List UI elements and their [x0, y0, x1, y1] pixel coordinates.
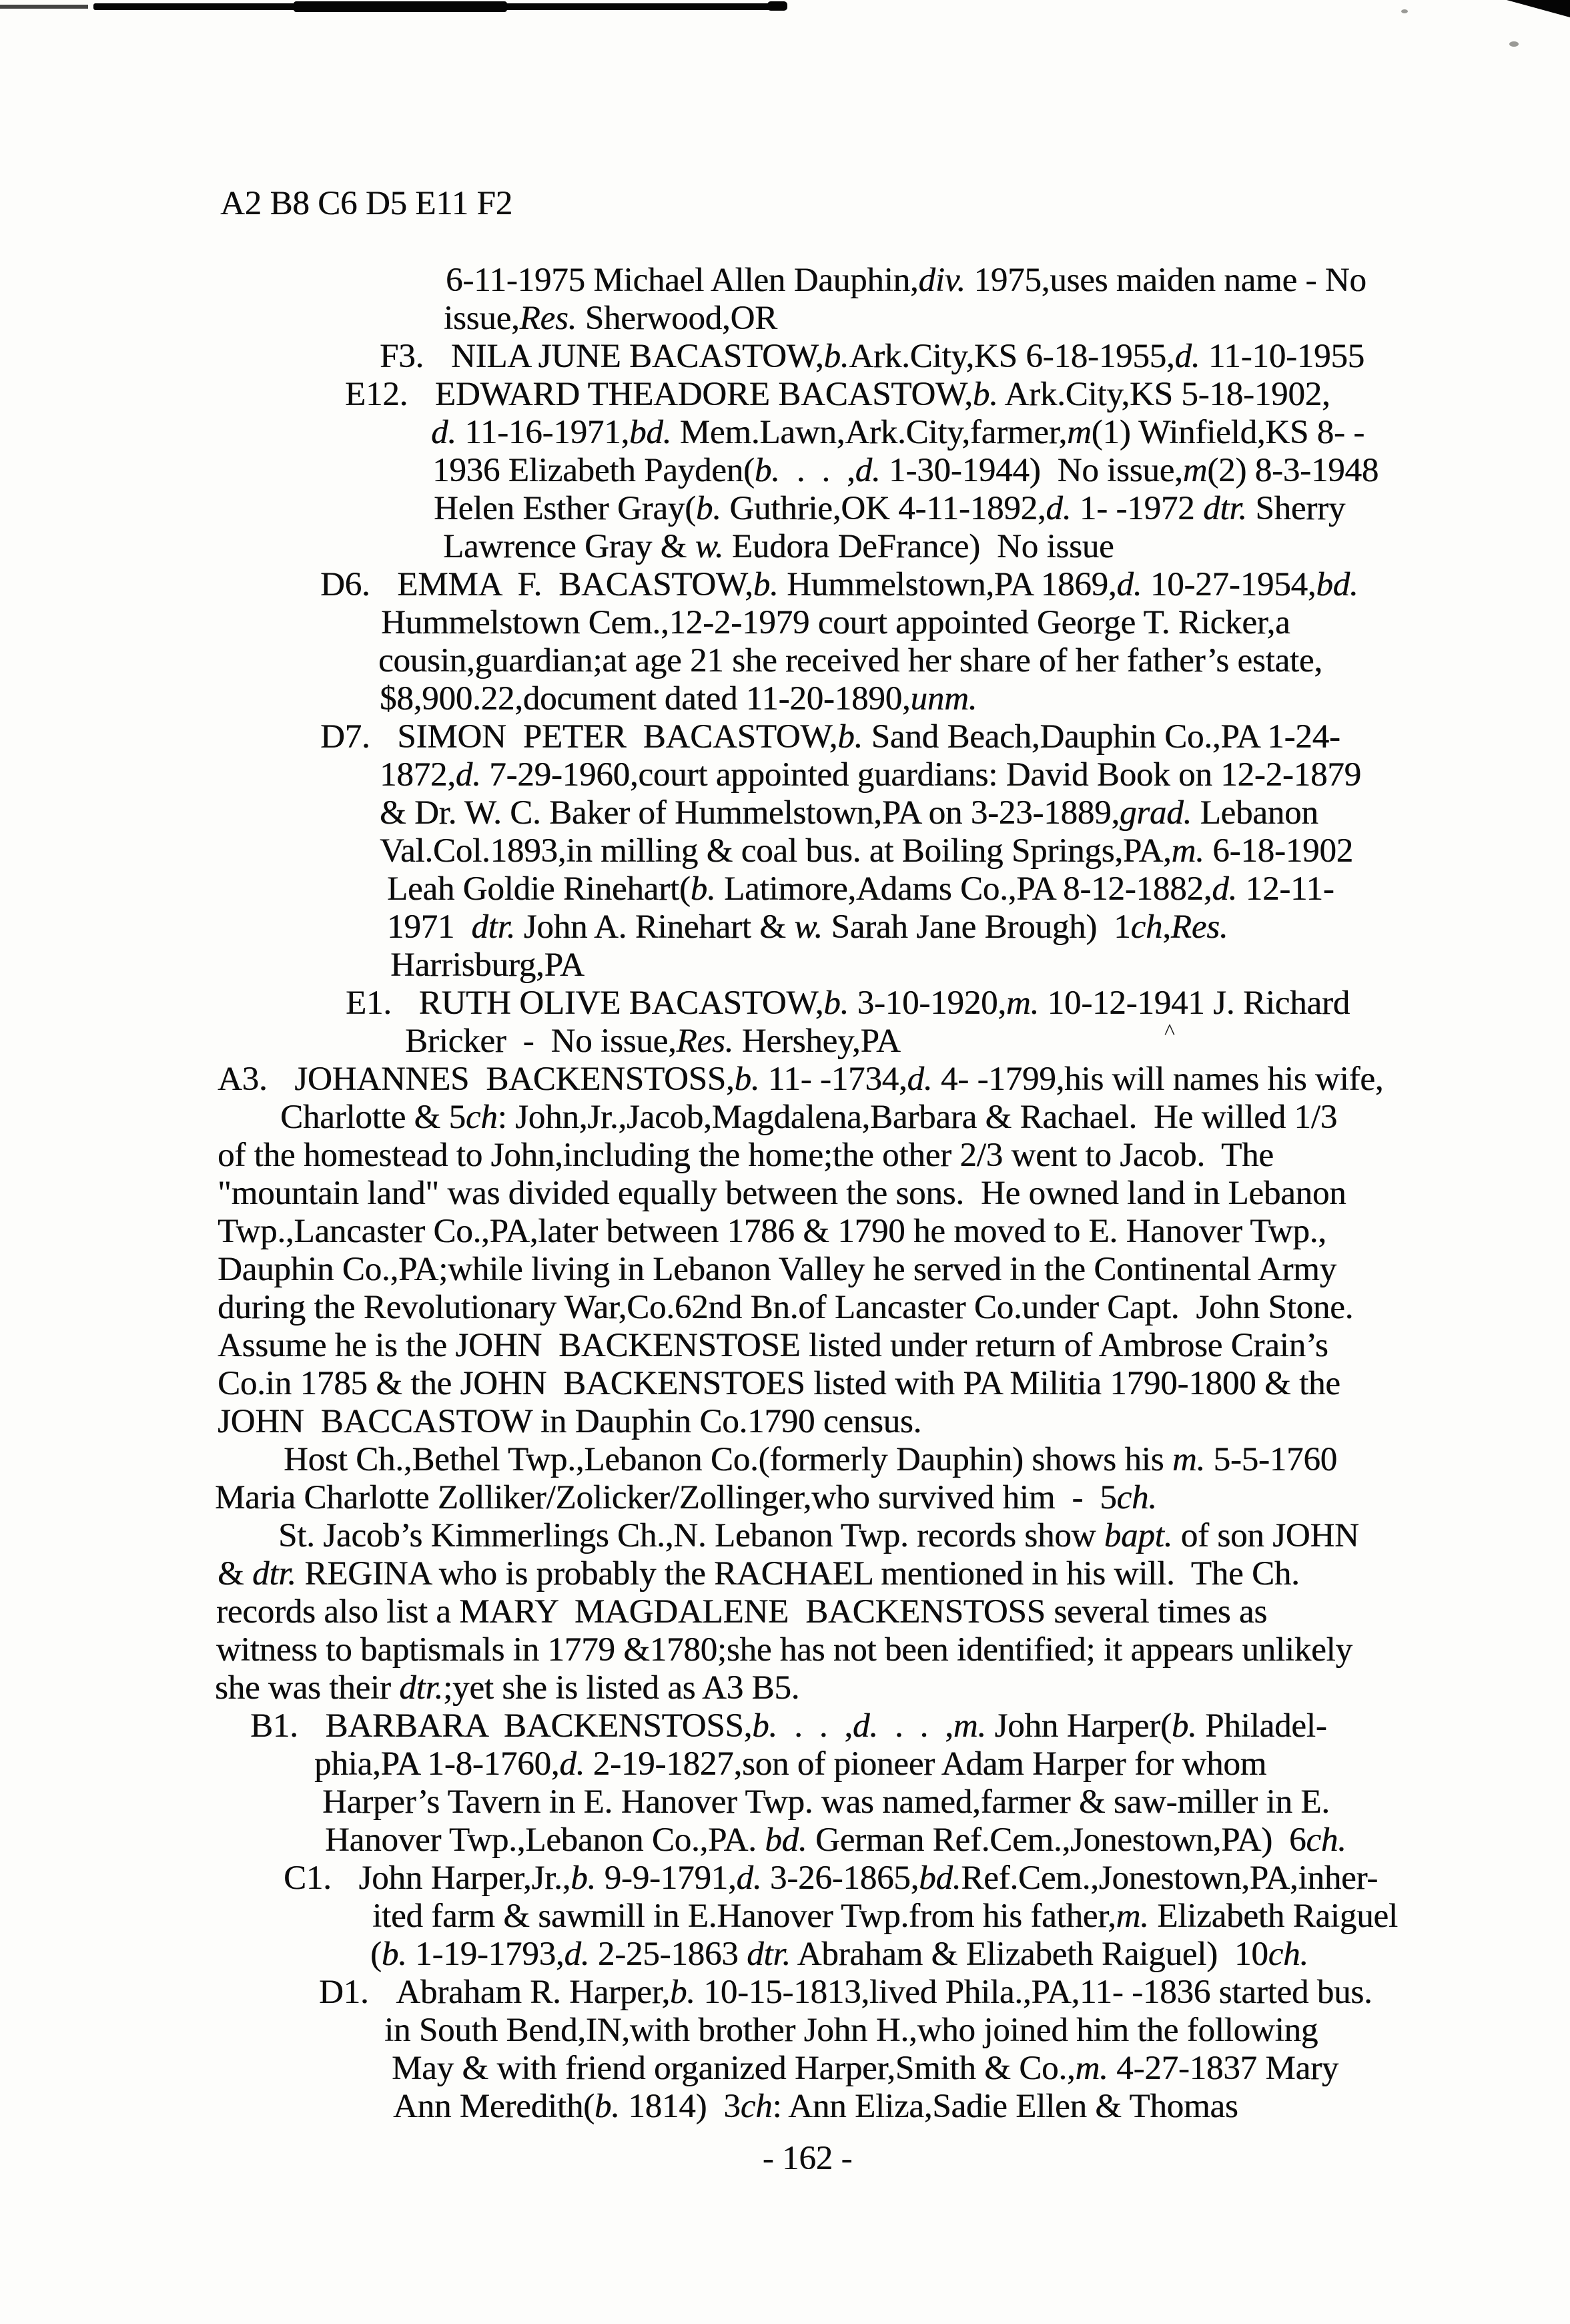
text-line — [0, 1898, 1570, 1936]
text-segment: 1- -1972 — [1071, 490, 1203, 527]
abbreviation-italic: d. — [564, 1936, 590, 1973]
text-line — [0, 946, 1570, 984]
abbreviation-italic: b. — [690, 870, 716, 908]
text-line — [0, 262, 1570, 300]
abbreviation-italic: b. — [752, 1707, 777, 1745]
abbreviation-italic: ch — [1130, 908, 1163, 946]
text-line — [0, 1289, 1570, 1327]
abbreviation-italic: w. — [695, 528, 724, 565]
text-segment: 1971 — [387, 908, 472, 946]
text-segment: 9-9-1791, — [596, 1859, 737, 1897]
text-segment: 7-29-1960,court appointed guardians: David Book on 12-2-1879 — [480, 756, 1361, 794]
scan-artifact-top-dashes — [0, 5, 88, 9]
text-segment: Abraham R. Harper, — [396, 1974, 670, 2011]
text-line — [0, 870, 1570, 908]
abbreviation-italic: d. — [455, 756, 481, 794]
text-segment: she was their — [215, 1669, 400, 1707]
text-segment: 10-15-1813,lived Phila.,PA,11- -1836 started bus. — [695, 1974, 1372, 2011]
abbreviation-italic: dtr. — [471, 908, 516, 946]
abbreviation-italic: m — [1066, 414, 1092, 451]
text-line — [0, 1555, 1570, 1593]
text-segment: REGINA who is probably the RACHAEL mentioned in his will. The Ch. — [296, 1555, 1300, 1592]
text-segment: 1936 Elizabeth Payden( — [432, 452, 755, 489]
scan-artifact-caret-mark: ^ — [1164, 1020, 1175, 1045]
text-segment: JOHN BACCASTOW in Dauphin Co.1790 census. — [218, 1403, 922, 1440]
text-segment: . . , — [877, 1707, 953, 1745]
text-segment: 1-30-1944) No issue, — [880, 452, 1183, 489]
text-segment: phia,PA 1-8-1760, — [314, 1745, 560, 1783]
abbreviation-italic: unm. — [910, 680, 977, 717]
text-segment: . . , — [777, 1707, 853, 1745]
text-segment: . . , — [779, 452, 855, 489]
abbreviation-italic: Res. — [519, 300, 577, 337]
text-segment: EDWARD THEADORE BACASTOW, — [434, 376, 973, 413]
text-segment: 1-19-1793, — [406, 1936, 564, 1973]
text-segment: 10-27-1954, — [1142, 566, 1316, 603]
abbreviation-italic: bd. — [1316, 566, 1358, 603]
text-segment: Val.Col.1893,in milling & coal bus. at Boiling Springs,PA, — [380, 832, 1172, 870]
text-line — [0, 414, 1570, 452]
text-segment: BARBARA BACKENSTOSS, — [325, 1707, 753, 1745]
text-segment: German Ref.Cem.,Jonestown,PA) 6 — [807, 1821, 1306, 1859]
text-segment: Hummelstown,PA 1869, — [778, 566, 1117, 603]
text-segment: 1975,uses maiden name - No — [965, 262, 1366, 299]
text-segment: Guthrie,OK 4-11-1892, — [721, 490, 1046, 527]
text-segment: , — [1162, 908, 1171, 946]
text-segment: Hanover Twp.,Lebanon Co.,PA. — [325, 1821, 765, 1859]
abbreviation-italic: m. — [1172, 1441, 1205, 1478]
abbreviation-italic: b. — [695, 490, 721, 527]
text-segment: NILA JUNE BACASTOW, — [450, 338, 824, 375]
abbreviation-italic: d. — [907, 1061, 933, 1098]
text-line — [0, 490, 1570, 528]
text-segment: "mountain land" was divided equally between the sons. He owned land in Lebanon — [218, 1175, 1346, 1212]
text-segment: Mem.Lawn,Ark.City,farmer, — [671, 414, 1067, 451]
text-line — [0, 1137, 1570, 1175]
entry-label: E1. — [346, 984, 392, 1022]
text-segment: Ref.Cem.,Jonestown,PA,inher- — [961, 1859, 1379, 1897]
text-segment: (2) 8-3-1948 — [1207, 452, 1379, 489]
abbreviation-italic: m. — [1075, 2050, 1108, 2087]
text-line — [0, 832, 1570, 870]
scan-artifact-blob — [767, 1, 787, 11]
text-segment: $8,900.22,document dated 11-20-1890, — [380, 680, 911, 717]
abbreviation-italic: d. — [855, 452, 881, 489]
abbreviation-italic: d. — [1212, 870, 1238, 908]
text-segment: May & with friend organized Harper,Smith & Co., — [392, 2050, 1076, 2087]
entry-label: C1. — [284, 1859, 332, 1897]
abbreviation-italic: m — [1182, 452, 1208, 489]
abbreviation-italic: dtr. — [747, 1936, 791, 1973]
text-segment: 5-5-1760 — [1205, 1441, 1337, 1478]
text-segment: of the homestead to John,including the home;the other 2/3 went to Jacob. The — [218, 1137, 1274, 1174]
text-segment: Ark.City,KS 6-18-1955, — [849, 338, 1175, 375]
text-segment: Assume he is the JOHN BACKENSTOSE listed under return of Ambrose Crain’s — [218, 1327, 1328, 1364]
entry-line — [0, 376, 1570, 414]
text-line — [0, 680, 1570, 718]
text-line — [0, 2088, 1570, 2126]
text-segment: records also list a MARY MAGDALENE BACKENSTOSS several times as — [216, 1593, 1267, 1631]
abbreviation-italic: b. — [754, 452, 780, 489]
text-segment: in South Bend,IN,with brother John H.,who joined him the following — [384, 2012, 1318, 2049]
text-segment: 11-16-1971, — [456, 414, 630, 451]
abbreviation-italic: m. — [953, 1707, 986, 1745]
entry-line — [0, 338, 1570, 376]
abbreviation-italic: bd. — [629, 414, 672, 451]
text-segment: Harper’s Tavern in E. Hanover Twp. was named,farmer & saw-miller in E. — [322, 1783, 1330, 1821]
text-line — [0, 1479, 1570, 1517]
entry-line — [0, 1974, 1570, 2012]
text-segment: 2-19-1827,son of pioneer Adam Harper for whom — [584, 1745, 1267, 1783]
text-line — [0, 756, 1570, 794]
text-line — [0, 1403, 1570, 1441]
abbreviation-italic: dtr. — [252, 1555, 296, 1592]
entry-line — [0, 984, 1570, 1023]
abbreviation-italic: bd. — [765, 1821, 807, 1859]
text-segment: 1872, — [380, 756, 456, 794]
text-line — [0, 1365, 1570, 1403]
text-segment: issue, — [444, 300, 520, 337]
text-line — [0, 2012, 1570, 2050]
text-segment: 6-18-1902 — [1204, 832, 1353, 870]
text-segment: Abraham & Elizabeth Raiguel) 10 — [790, 1936, 1268, 1973]
text-line — [0, 1175, 1570, 1213]
text-segment: & Dr. W. C. Baker of Hummelstown,PA on 3-23-1889, — [380, 794, 1120, 832]
text-line — [0, 1327, 1570, 1365]
text-line — [0, 528, 1570, 566]
text-segment: Lawrence Gray & — [443, 528, 695, 565]
entry-label: A3. — [218, 1061, 268, 1098]
entry-label: D6. — [320, 566, 370, 603]
text-segment: 3-10-1920, — [849, 984, 1006, 1022]
text-line — [0, 1936, 1570, 1974]
text-segment: 2-25-1863 — [589, 1936, 747, 1973]
abbreviation-italic: d. — [852, 1707, 878, 1745]
text-segment: Hummelstown Cem.,12-2-1979 court appointed George T. Ricker,a — [381, 604, 1290, 641]
abbreviation-italic: ch — [740, 2088, 773, 2125]
text-line — [0, 1251, 1570, 1289]
scan-artifact-top-strip-thick — [294, 1, 507, 12]
text-line — [0, 604, 1570, 642]
abbreviation-italic: d. — [431, 414, 456, 451]
text-segment: ;yet she is listed as A3 B5. — [443, 1669, 800, 1707]
text-segment: 11-10-1955 — [1200, 338, 1364, 375]
abbreviation-italic: d. — [559, 1745, 585, 1783]
generation-code-header: A2 B8 C6 D5 E11 F2 — [220, 185, 512, 222]
entry-line — [0, 566, 1570, 604]
text-line — [0, 1783, 1570, 1821]
text-segment: witness to baptismals in 1779 &1780;she has not been identified; it appears unlikely — [216, 1631, 1352, 1669]
abbreviation-italic: b. — [837, 718, 863, 756]
entry-label: D7. — [320, 718, 370, 756]
text-segment: Elizabeth Raiguel — [1148, 1898, 1398, 1935]
text-segment: JOHANNES BACKENSTOSS, — [294, 1061, 735, 1098]
text-line — [0, 1669, 1570, 1707]
abbreviation-italic: dtr. — [1202, 490, 1247, 527]
text-segment: of son JOHN — [1172, 1517, 1359, 1554]
abbreviation-italic: Res. — [676, 1023, 734, 1060]
text-segment: Charlotte & 5 — [280, 1099, 466, 1136]
text-line — [0, 1441, 1570, 1479]
scan-artifact-corner-wedge — [1507, 0, 1570, 17]
text-line — [0, 1745, 1570, 1783]
text-segment: Ark.City,KS 5-18-1902, — [998, 376, 1330, 413]
abbreviation-italic: b. — [972, 376, 998, 413]
entry-line — [0, 1707, 1570, 1745]
entry-label: B1. — [250, 1707, 298, 1745]
text-segment: Maria Charlotte Zolliker/Zolicker/Zollinger,who survived him - 5 — [215, 1479, 1117, 1516]
text-segment: EMMA F. BACASTOW, — [397, 566, 753, 603]
text-segment: John A. Rinehart & — [515, 908, 795, 946]
text-segment: 6-11-1975 Michael Allen Dauphin, — [446, 262, 919, 299]
text-segment: Harrisburg,PA — [390, 946, 584, 984]
text-segment: (1) Winfield,KS 8- - — [1091, 414, 1365, 451]
text-segment: Helen Esther Gray( — [434, 490, 696, 527]
abbreviation-italic: b. — [823, 338, 849, 375]
text-segment: Lebanon — [1192, 794, 1318, 832]
abbreviation-italic: d. — [1046, 490, 1072, 527]
text-line — [0, 1517, 1570, 1555]
text-segment: 12-11- — [1237, 870, 1334, 908]
text-segment: Twp.,Lancaster Co.,PA,later between 1786 & 1790 he moved to E. Hanover Twp., — [218, 1213, 1326, 1250]
text-line — [0, 1099, 1570, 1137]
text-segment: ( — [370, 1936, 382, 1973]
text-segment: Dauphin Co.,PA;while living in Lebanon Valley he served in the Continental Army — [218, 1251, 1336, 1288]
text-segment: : Ann Eliza,Sadie Ellen & Thomas — [772, 2088, 1238, 2125]
entry-label: D1. — [319, 1974, 369, 2011]
text-segment: & — [218, 1555, 253, 1592]
text-segment: 10-12-1941 J. Richard — [1039, 984, 1350, 1022]
text-segment: Co.in 1785 & the JOHN BACKENSTOES listed with PA Militia 1790-1800 & the — [218, 1365, 1340, 1402]
entry-label: E12. — [345, 376, 408, 413]
text-line — [0, 642, 1570, 680]
body-text-block — [0, 262, 1570, 2126]
text-segment: Ann Meredith( — [393, 2088, 595, 2125]
text-line — [0, 1023, 1570, 1061]
abbreviation-italic: m. — [1116, 1898, 1149, 1935]
text-segment: 11- -1734, — [759, 1061, 907, 1098]
text-segment: SIMON PETER BACASTOW, — [397, 718, 838, 756]
text-segment: Eudora DeFrance) No issue — [723, 528, 1114, 565]
text-line — [0, 908, 1570, 946]
entry-line — [0, 718, 1570, 756]
abbreviation-italic: Res. — [1170, 908, 1228, 946]
text-segment: Bricker - No issue, — [405, 1023, 677, 1060]
text-segment: Sherwood,OR — [576, 300, 777, 337]
abbreviation-italic: bd. — [919, 1859, 961, 1897]
abbreviation-italic: grad. — [1119, 794, 1192, 832]
abbreviation-italic: dtr. — [399, 1669, 444, 1707]
abbreviation-italic: d. — [736, 1859, 762, 1897]
abbreviation-italic: w. — [794, 908, 823, 946]
text-segment: Hershey,PA — [733, 1023, 901, 1060]
abbreviation-italic: m. — [1006, 984, 1040, 1022]
text-segment: 3-26-1865, — [761, 1859, 919, 1897]
text-segment: Sarah Jane Brough) 1 — [822, 908, 1131, 946]
abbreviation-italic: b. — [734, 1061, 760, 1098]
text-segment: Latimore,Adams Co.,PA 8-12-1882, — [715, 870, 1212, 908]
text-line — [0, 1213, 1570, 1251]
text-line — [0, 2050, 1570, 2088]
text-line — [0, 1593, 1570, 1631]
abbreviation-italic: b. — [381, 1936, 407, 1973]
abbreviation-italic: b. — [823, 984, 849, 1022]
abbreviation-italic: div. — [918, 262, 965, 299]
text-segment: Leah Goldie Rinehart( — [387, 870, 691, 908]
abbreviation-italic: b. — [594, 2088, 620, 2125]
abbreviation-italic: b. — [669, 1974, 695, 2011]
scan-artifact-speck — [1509, 41, 1519, 47]
text-segment: Sand Beach,Dauphin Co.,PA 1-24- — [863, 718, 1340, 756]
text-line — [0, 300, 1570, 338]
text-line — [0, 1631, 1570, 1669]
abbreviation-italic: m. — [1171, 832, 1204, 870]
abbreviation-italic: d. — [1116, 566, 1142, 603]
text-segment: cousin,guardian;at age 21 she received her share of her father’s estate, — [378, 642, 1322, 679]
abbreviation-italic: ch. — [1116, 1479, 1157, 1516]
text-segment: John Harper( — [986, 1707, 1172, 1745]
text-line — [0, 452, 1570, 490]
text-segment: Sherry — [1246, 490, 1346, 527]
text-segment: 1814) 3 — [619, 2088, 741, 2125]
page-number: - 162 - — [762, 2140, 853, 2177]
text-segment: during the Revolutionary War,Co.62nd Bn.of Lancaster Co.under Capt. John Stone. — [218, 1289, 1354, 1326]
entry-line — [0, 1859, 1570, 1898]
text-segment: Host Ch.,Bethel Twp.,Lebanon Co.(formerly Dauphin) shows his — [284, 1441, 1172, 1478]
text-segment: John Harper,Jr., — [358, 1859, 571, 1897]
abbreviation-italic: b. — [570, 1859, 597, 1897]
abbreviation-italic: d. — [1174, 338, 1200, 375]
text-segment: Philadel- — [1196, 1707, 1327, 1745]
text-segment: RUTH OLIVE BACASTOW, — [418, 984, 824, 1022]
abbreviation-italic: b. — [1171, 1707, 1197, 1745]
abbreviation-italic: bapt. — [1104, 1517, 1173, 1554]
abbreviation-italic: ch — [465, 1099, 498, 1136]
text-segment: ited farm & sawmill in E.Hanover Twp.from his father, — [372, 1898, 1116, 1935]
entry-line — [0, 1061, 1570, 1099]
entry-label: F3. — [380, 338, 424, 375]
abbreviation-italic: ch. — [1268, 1936, 1308, 1973]
text-line — [0, 1821, 1570, 1859]
abbreviation-italic: ch. — [1306, 1821, 1346, 1859]
abbreviation-italic: b. — [753, 566, 779, 603]
scan-artifact-speck — [1401, 9, 1408, 13]
text-line — [0, 794, 1570, 832]
text-segment: : John,Jr.,Jacob,Magdalena,Barbara & Rachael. He willed 1/3 — [497, 1099, 1337, 1136]
text-segment: St. Jacob’s Kimmerlings Ch.,N. Lebanon Twp. records show — [278, 1517, 1104, 1554]
text-segment: 4- -1799,his will names his wife, — [932, 1061, 1384, 1098]
text-segment: 4-27-1837 Mary — [1108, 2050, 1339, 2087]
